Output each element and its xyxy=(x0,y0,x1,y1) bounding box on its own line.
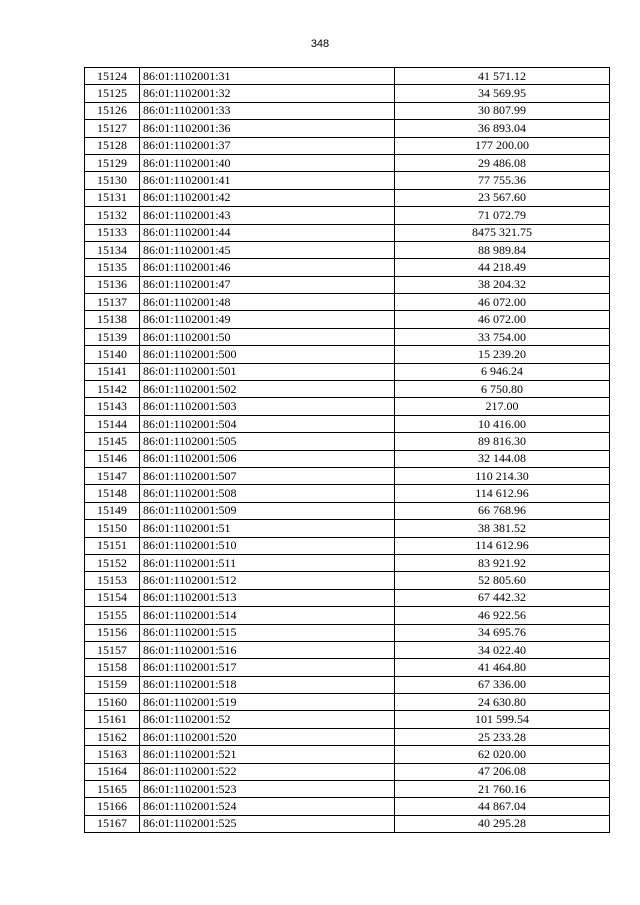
cadastral-number-cell: 86:01:1102001:52 xyxy=(140,711,395,728)
cadastral-number-cell: 86:01:1102001:50 xyxy=(140,328,395,345)
table-row xyxy=(85,363,610,380)
row-number-cell: 15132 xyxy=(85,207,140,224)
table-row xyxy=(85,346,610,363)
cadastral-value-cell: 71 072.79 xyxy=(395,207,610,224)
row-number-cell: 15158 xyxy=(85,659,140,676)
cadastral-value-cell: 41 571.12 xyxy=(395,68,610,85)
table-body xyxy=(85,68,610,833)
row-number-cell: 15163 xyxy=(85,746,140,763)
table-row xyxy=(85,154,610,171)
cadastral-number-cell: 86:01:1102001:514 xyxy=(140,607,395,624)
cadastral-value-cell: 110 214.30 xyxy=(395,467,610,484)
cadastral-value-cell: 67 336.00 xyxy=(395,676,610,693)
row-number-cell: 15156 xyxy=(85,624,140,641)
cadastral-value-cell: 52 805.60 xyxy=(395,572,610,589)
cadastral-number-cell: 86:01:1102001:44 xyxy=(140,224,395,241)
table-row xyxy=(85,746,610,763)
row-number-cell: 15150 xyxy=(85,520,140,537)
table-row xyxy=(85,311,610,328)
cadastral-number-cell: 86:01:1102001:512 xyxy=(140,572,395,589)
table-row xyxy=(85,85,610,102)
cadastral-value-cell: 41 464.80 xyxy=(395,659,610,676)
cadastral-value-cell: 177 200.00 xyxy=(395,137,610,154)
table-row xyxy=(85,294,610,311)
cadastral-number-cell: 86:01:1102001:505 xyxy=(140,433,395,450)
cadastral-number-cell: 86:01:1102001:37 xyxy=(140,137,395,154)
cadastral-value-cell: 34 695.76 xyxy=(395,624,610,641)
table-row xyxy=(85,450,610,467)
row-number-cell: 15164 xyxy=(85,763,140,780)
row-number-cell: 15159 xyxy=(85,676,140,693)
row-number-cell: 15161 xyxy=(85,711,140,728)
cadastral-number-cell: 86:01:1102001:33 xyxy=(140,102,395,119)
cadastral-number-cell: 86:01:1102001:31 xyxy=(140,68,395,85)
table-row xyxy=(85,276,610,293)
row-number-cell: 15145 xyxy=(85,433,140,450)
cadastral-value-cell: 33 754.00 xyxy=(395,328,610,345)
table-row xyxy=(85,120,610,137)
row-number-cell: 15152 xyxy=(85,554,140,571)
cadastral-value-cell: 15 239.20 xyxy=(395,346,610,363)
table-row xyxy=(85,624,610,641)
cadastral-value-cell: 217.00 xyxy=(395,398,610,415)
cadastral-value-cell: 66 768.96 xyxy=(395,502,610,519)
cadastral-number-cell: 86:01:1102001:40 xyxy=(140,154,395,171)
table-row xyxy=(85,537,610,554)
cadastral-number-cell: 86:01:1102001:502 xyxy=(140,381,395,398)
cadastral-number-cell: 86:01:1102001:516 xyxy=(140,641,395,658)
row-number-cell: 15165 xyxy=(85,781,140,798)
cadastral-value-cell: 34 022.40 xyxy=(395,641,610,658)
table-row xyxy=(85,207,610,224)
cadastral-number-cell: 86:01:1102001:517 xyxy=(140,659,395,676)
cadastral-number-cell: 86:01:1102001:511 xyxy=(140,554,395,571)
table-row xyxy=(85,102,610,119)
cadastral-value-cell: 46 072.00 xyxy=(395,311,610,328)
cadastral-number-cell: 86:01:1102001:520 xyxy=(140,728,395,745)
page-number: 348 xyxy=(310,38,330,50)
cadastral-value-cell: 89 816.30 xyxy=(395,433,610,450)
table-row xyxy=(85,415,610,432)
table-row xyxy=(85,502,610,519)
row-number-cell: 15151 xyxy=(85,537,140,554)
row-number-cell: 15154 xyxy=(85,589,140,606)
cadastral-number-cell: 86:01:1102001:501 xyxy=(140,363,395,380)
cadastral-value-cell: 114 612.96 xyxy=(395,485,610,502)
cadastral-value-cell: 38 204.32 xyxy=(395,276,610,293)
cadastral-value-cell: 101 599.54 xyxy=(395,711,610,728)
cadastral-value-cell: 38 381.52 xyxy=(395,520,610,537)
row-number-cell: 15147 xyxy=(85,467,140,484)
cadastral-number-cell: 86:01:1102001:503 xyxy=(140,398,395,415)
cadastral-value-cell: 8475 321.75 xyxy=(395,224,610,241)
cadastral-number-cell: 86:01:1102001:36 xyxy=(140,120,395,137)
table-row xyxy=(85,398,610,415)
table-row xyxy=(85,485,610,502)
cadastral-value-cell: 10 416.00 xyxy=(395,415,610,432)
table-row xyxy=(85,815,610,832)
cadastral-number-cell: 86:01:1102001:48 xyxy=(140,294,395,311)
table-row xyxy=(85,520,610,537)
row-number-cell: 15133 xyxy=(85,224,140,241)
table-row xyxy=(85,641,610,658)
cadastral-number-cell: 86:01:1102001:506 xyxy=(140,450,395,467)
cadastral-value-cell: 25 233.28 xyxy=(395,728,610,745)
table-row xyxy=(85,589,610,606)
cadastral-value-cell: 46 072.00 xyxy=(395,294,610,311)
cadastral-value-cell: 23 567.60 xyxy=(395,189,610,206)
cadastral-value-cell: 62 020.00 xyxy=(395,746,610,763)
row-number-cell: 15127 xyxy=(85,120,140,137)
row-number-cell: 15167 xyxy=(85,815,140,832)
row-number-cell: 15162 xyxy=(85,728,140,745)
cadastral-value-cell: 46 922.56 xyxy=(395,607,610,624)
table-row xyxy=(85,137,610,154)
row-number-cell: 15139 xyxy=(85,328,140,345)
table-row xyxy=(85,607,610,624)
row-number-cell: 15146 xyxy=(85,450,140,467)
cadastral-number-cell: 86:01:1102001:47 xyxy=(140,276,395,293)
row-number-cell: 15166 xyxy=(85,798,140,815)
cadastral-number-cell: 86:01:1102001:504 xyxy=(140,415,395,432)
table-row xyxy=(85,224,610,241)
row-number-cell: 15155 xyxy=(85,607,140,624)
cadastral-number-cell: 86:01:1102001:524 xyxy=(140,798,395,815)
cadastral-value-cell: 44 218.49 xyxy=(395,259,610,276)
table-row xyxy=(85,798,610,815)
cadastral-number-cell: 86:01:1102001:32 xyxy=(140,85,395,102)
row-number-cell: 15135 xyxy=(85,259,140,276)
cadastral-value-cell: 36 893.04 xyxy=(395,120,610,137)
row-number-cell: 15144 xyxy=(85,415,140,432)
row-number-cell: 15137 xyxy=(85,294,140,311)
cadastral-number-cell: 86:01:1102001:518 xyxy=(140,676,395,693)
cadastral-number-cell: 86:01:1102001:51 xyxy=(140,520,395,537)
row-number-cell: 15134 xyxy=(85,241,140,258)
row-number-cell: 15129 xyxy=(85,154,140,171)
cadastral-number-cell: 86:01:1102001:519 xyxy=(140,694,395,711)
cadastral-value-cell: 83 921.92 xyxy=(395,554,610,571)
table-row xyxy=(85,172,610,189)
table-row xyxy=(85,676,610,693)
cadastral-number-cell: 86:01:1102001:45 xyxy=(140,241,395,258)
cadastral-value-cell: 30 807.99 xyxy=(395,102,610,119)
table-row xyxy=(85,781,610,798)
row-number-cell: 15128 xyxy=(85,137,140,154)
cadastral-number-cell: 86:01:1102001:521 xyxy=(140,746,395,763)
row-number-cell: 15153 xyxy=(85,572,140,589)
table-row xyxy=(85,241,610,258)
cadastral-value-cell: 6 946.24 xyxy=(395,363,610,380)
row-number-cell: 15160 xyxy=(85,694,140,711)
cadastral-value-cell: 29 486.08 xyxy=(395,154,610,171)
cadastral-number-cell: 86:01:1102001:508 xyxy=(140,485,395,502)
cadastral-value-table xyxy=(84,67,610,833)
row-number-cell: 15157 xyxy=(85,641,140,658)
cadastral-value-cell: 40 295.28 xyxy=(395,815,610,832)
table-row xyxy=(85,381,610,398)
table-row xyxy=(85,572,610,589)
cadastral-number-cell: 86:01:1102001:513 xyxy=(140,589,395,606)
table-row xyxy=(85,694,610,711)
cadastral-number-cell: 86:01:1102001:49 xyxy=(140,311,395,328)
table-row xyxy=(85,554,610,571)
table-row xyxy=(85,659,610,676)
cadastral-number-cell: 86:01:1102001:522 xyxy=(140,763,395,780)
row-number-cell: 15140 xyxy=(85,346,140,363)
row-number-cell: 15124 xyxy=(85,68,140,85)
row-number-cell: 15130 xyxy=(85,172,140,189)
row-number-cell: 15141 xyxy=(85,363,140,380)
row-number-cell: 15138 xyxy=(85,311,140,328)
table-row xyxy=(85,189,610,206)
row-number-cell: 15143 xyxy=(85,398,140,415)
cadastral-number-cell: 86:01:1102001:525 xyxy=(140,815,395,832)
row-number-cell: 15131 xyxy=(85,189,140,206)
cadastral-number-cell: 86:01:1102001:515 xyxy=(140,624,395,641)
cadastral-value-cell: 77 755.36 xyxy=(395,172,610,189)
table-row xyxy=(85,433,610,450)
table-row xyxy=(85,467,610,484)
row-number-cell: 15136 xyxy=(85,276,140,293)
table-row xyxy=(85,711,610,728)
cadastral-value-cell: 44 867.04 xyxy=(395,798,610,815)
cadastral-number-cell: 86:01:1102001:500 xyxy=(140,346,395,363)
cadastral-number-cell: 86:01:1102001:42 xyxy=(140,189,395,206)
cadastral-value-cell: 88 989.84 xyxy=(395,241,610,258)
cadastral-value-cell: 24 630.80 xyxy=(395,694,610,711)
cadastral-number-cell: 86:01:1102001:41 xyxy=(140,172,395,189)
row-number-cell: 15126 xyxy=(85,102,140,119)
cadastral-number-cell: 86:01:1102001:523 xyxy=(140,781,395,798)
cadastral-value-cell: 32 144.08 xyxy=(395,450,610,467)
table-row xyxy=(85,728,610,745)
cadastral-number-cell: 86:01:1102001:509 xyxy=(140,502,395,519)
row-number-cell: 15149 xyxy=(85,502,140,519)
cadastral-value-cell: 6 750.80 xyxy=(395,381,610,398)
cadastral-value-cell: 34 569.95 xyxy=(395,85,610,102)
row-number-cell: 15148 xyxy=(85,485,140,502)
table-row xyxy=(85,68,610,85)
table-row xyxy=(85,259,610,276)
cadastral-value-cell: 114 612.96 xyxy=(395,537,610,554)
row-number-cell: 15142 xyxy=(85,381,140,398)
table-row xyxy=(85,328,610,345)
cadastral-number-cell: 86:01:1102001:46 xyxy=(140,259,395,276)
table-row xyxy=(85,763,610,780)
cadastral-number-cell: 86:01:1102001:43 xyxy=(140,207,395,224)
cadastral-value-cell: 67 442.32 xyxy=(395,589,610,606)
cadastral-number-cell: 86:01:1102001:510 xyxy=(140,537,395,554)
cadastral-number-cell: 86:01:1102001:507 xyxy=(140,467,395,484)
row-number-cell: 15125 xyxy=(85,85,140,102)
cadastral-value-cell: 21 760.16 xyxy=(395,781,610,798)
cadastral-value-cell: 47 206.08 xyxy=(395,763,610,780)
